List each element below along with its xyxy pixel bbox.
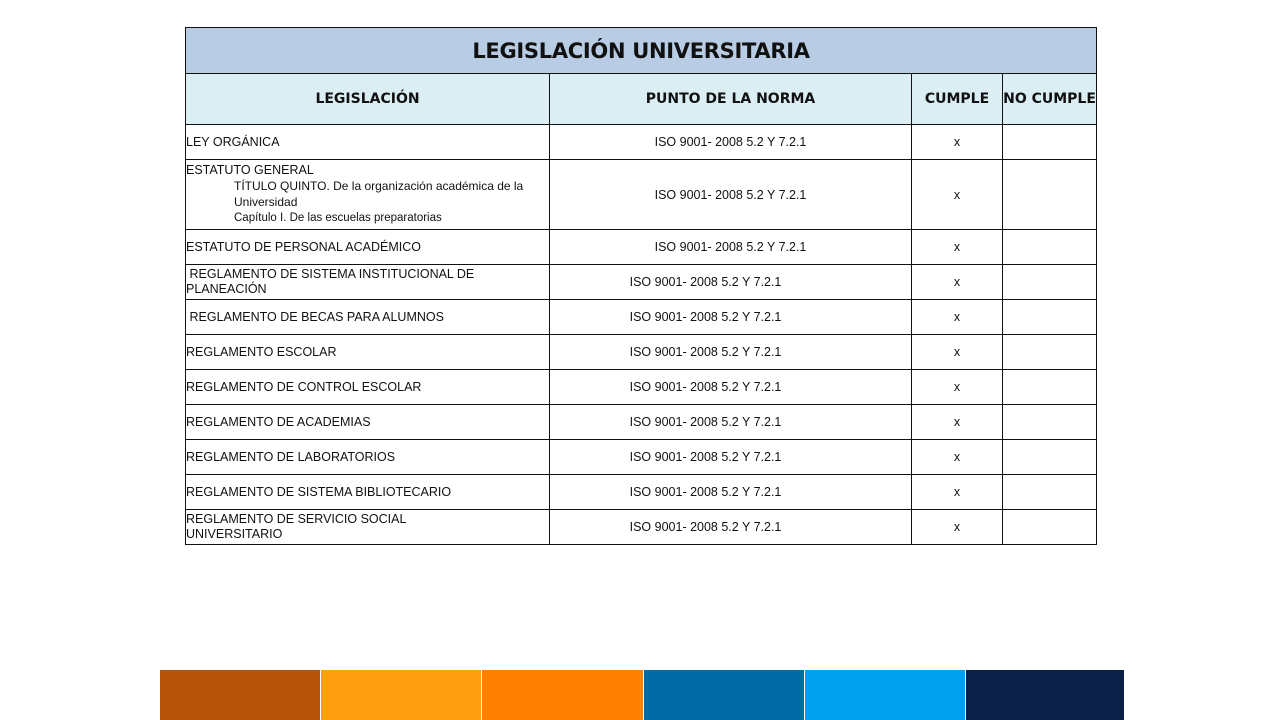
footer-stripe-amber: [321, 670, 482, 720]
row-name: ESTATUTO DE PERSONAL ACADÉMICO: [186, 230, 550, 265]
header-no-cumple: NO CUMPLE: [1003, 74, 1097, 125]
row-name: REGLAMENTO DE ACADEMIAS: [186, 405, 550, 440]
row-cumple: x: [912, 125, 1003, 160]
row-name: REGLAMENTO DE LABORATORIOS: [186, 440, 550, 475]
row-cumple: x: [912, 300, 1003, 335]
row-no-cumple: [1003, 370, 1097, 405]
table-row: [186, 405, 1097, 440]
row-norm: ISO 9001- 2008 5.2 Y 7.2.1: [550, 265, 912, 300]
row-cumple: x: [912, 440, 1003, 475]
table-row: [186, 440, 1097, 475]
row-norm: ISO 9001- 2008 5.2 Y 7.2.1: [550, 125, 912, 160]
table-row: [186, 265, 1097, 300]
row-cumple: x: [912, 370, 1003, 405]
row-cumple: x: [912, 230, 1003, 265]
row-no-cumple: [1003, 160, 1097, 230]
row-norm: ISO 9001- 2008 5.2 Y 7.2.1: [550, 405, 912, 440]
row-no-cumple: [1003, 335, 1097, 370]
table-row: [186, 370, 1097, 405]
table-row: [186, 475, 1097, 510]
row-no-cumple: [1003, 405, 1097, 440]
row-norm: ISO 9001- 2008 5.2 Y 7.2.1: [550, 160, 912, 230]
row-norm: ISO 9001- 2008 5.2 Y 7.2.1: [550, 335, 912, 370]
row-name: REGLAMENTO ESCOLAR: [186, 335, 550, 370]
row-name: LEY ORGÁNICA: [186, 125, 550, 160]
row-sub-title: TÍTULO QUINTO. De la organización académica de la Universidad: [234, 179, 524, 209]
row-name: REGLAMENTO DE BECAS PARA ALUMNOS: [186, 300, 550, 335]
table-row: [186, 160, 1097, 230]
footer-stripe-orange: [482, 670, 643, 720]
header-punto-norma: PUNTO DE LA NORMA: [550, 74, 912, 125]
row-name: ESTATUTO GENERAL: [186, 163, 314, 177]
row-no-cumple: [1003, 510, 1097, 545]
row-cumple: x: [912, 335, 1003, 370]
table-title: LEGISLACIÓN UNIVERSITARIA: [186, 28, 1097, 74]
row-name: REGLAMENTO DE SERVICIO SOCIAL UNIVERSITARIO: [186, 510, 550, 545]
row-name: REGLAMENTO DE CONTROL ESCOLAR: [186, 370, 550, 405]
row-cumple: x: [912, 405, 1003, 440]
row-cumple: x: [912, 510, 1003, 545]
legislation-table: [185, 27, 1097, 545]
header-cumple: CUMPLE: [912, 74, 1003, 125]
row-no-cumple: [1003, 230, 1097, 265]
row-norm: ISO 9001- 2008 5.2 Y 7.2.1: [550, 370, 912, 405]
row-cumple: x: [912, 475, 1003, 510]
table-row: [186, 125, 1097, 160]
row-no-cumple: [1003, 440, 1097, 475]
row-norm: ISO 9001- 2008 5.2 Y 7.2.1: [550, 230, 912, 265]
row-norm: ISO 9001- 2008 5.2 Y 7.2.1: [550, 475, 912, 510]
row-no-cumple: [1003, 475, 1097, 510]
footer-stripe-rust: [160, 670, 321, 720]
row-cumple: x: [912, 160, 1003, 230]
footer-stripe-blue: [644, 670, 805, 720]
row-no-cumple: [1003, 125, 1097, 160]
row-name: REGLAMENTO DE SISTEMA BIBLIOTECARIO: [186, 475, 550, 510]
row-no-cumple: [1003, 265, 1097, 300]
row-sub-chapter: Capítulo I. De las escuelas preparatorias: [234, 212, 442, 224]
footer-stripe-navy: [966, 670, 1124, 720]
row-norm: ISO 9001- 2008 5.2 Y 7.2.1: [550, 510, 912, 545]
row-name: REGLAMENTO DE SISTEMA INSTITUCIONAL DE PLANEACIÓN: [186, 265, 550, 300]
table-row: [186, 300, 1097, 335]
table-row: [186, 335, 1097, 370]
row-no-cumple: [1003, 300, 1097, 335]
row-cumple: x: [912, 265, 1003, 300]
row-norm: ISO 9001- 2008 5.2 Y 7.2.1: [550, 300, 912, 335]
footer-stripe-sky: [805, 670, 966, 720]
footer-color-bar: [160, 670, 1124, 720]
table-row: [186, 510, 1097, 545]
header-legislacion: LEGISLACIÓN: [186, 74, 550, 125]
table-row: [186, 230, 1097, 265]
row-name-block: [186, 160, 550, 230]
row-norm: ISO 9001- 2008 5.2 Y 7.2.1: [550, 440, 912, 475]
